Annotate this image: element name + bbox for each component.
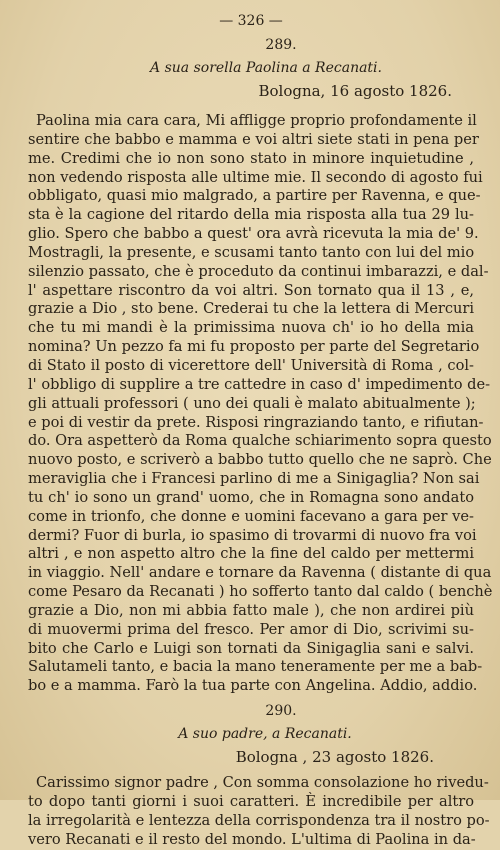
text-line: gli attuali professori ( uno dei quali è malato abitualmente ); [28, 394, 476, 412]
text-line: nomina? Un pezzo fa mi fu proposto per parte del Segretario [28, 338, 480, 356]
text-line: Paolina mia cara cara, Mi affligge proprio profondamente il [36, 112, 477, 129]
text-line: bo e a mamma. Farò la tua parte con Angelina. Addio, addio. [28, 677, 478, 695]
letter-number: 290. [265, 703, 297, 720]
text-line: glio. Spero che babbo a quest' ora avrà ricevuta la mia de' 9. [28, 225, 479, 243]
text-line: la irregolarità e lentezza della corrispondenza tra il nostro po- [28, 811, 490, 829]
text-line: grazie a Dio, non mi abbia fatto male ), che non ardirei più [28, 601, 474, 619]
text-line: obbligato, quasi mio malgrado, a partire per Ravenna, e que- [28, 187, 481, 205]
text-line: grazie a Dio , sto bene. Crederai tu che la lettera di Mercuri [28, 300, 475, 318]
text-line: tu ch' io sono un grand' uomo, che in Romagna sono andato [28, 488, 474, 506]
text-line: sta è la cagione del ritardo della mia risposta alla tua 29 lu- [28, 206, 474, 224]
text-line: Mostragli, la presente, e scusami tanto tanto con lui del mio [28, 243, 475, 261]
letter-dateline: Bologna , 23 agosto 1826. [235, 748, 434, 767]
letter-title: A suo padre, a Recanati. [178, 726, 352, 743]
text-line: l' aspettare riscontro da voi altri. Son tornato qua il 13 , e, [28, 281, 474, 299]
letter-number: 289. [265, 37, 297, 53]
text-line: meraviglia che i Francesi parlino di me a Sinigaglia? Non sai [28, 470, 480, 488]
letter-title: A sua sorella Paolina a Recanati. [150, 60, 382, 76]
text-line: sentire che babbo e mamma e voi altri siete stati in pena per [28, 130, 479, 148]
text-line: come in trionfo, che donne e uomini facevano a gara per ve- [28, 507, 474, 525]
text-line: bito che Carlo e Luigi son tornati da Sinigaglia sani e salvi. [28, 639, 474, 657]
text-line: do. Ora aspetterò da Roma qualche schiarimento sopra questo [28, 432, 492, 450]
page-number: — 326 — [219, 13, 283, 29]
letter-290 [28, 702, 490, 849]
text-line: l' obbligo di supplire a tre cattedre in caso d' impedimento de- [28, 375, 491, 393]
text-line: che tu mi mandi è la primissima nuova ch' io ho della mia [28, 319, 474, 337]
text-line: come Pesaro da Recanati ) ho sofferto tanto dal caldo ( benchè [28, 583, 493, 601]
text-line: di muovermi prima del fresco. Per amor di Dio, scrivimi su- [28, 620, 474, 638]
text-line: Carissimo signor padre , Con somma consolazione ho rivedu- [36, 774, 489, 792]
letter-body [28, 112, 493, 696]
text-line: e poi di vestir da prete. Risposi ringraziando tanto, e rifiutan- [28, 413, 484, 431]
text-line: Salutameli tanto, e bacia la mano teneramente per me a bab- [28, 658, 483, 676]
letter-dateline: Bologna, 16 agosto 1826. [258, 82, 452, 100]
text-line: altri , e non aspetto altro che la fine del caldo per mettermi [28, 545, 474, 563]
text-line: silenzio passato, che è proceduto da continui imbarazzi, e dal- [28, 262, 489, 280]
text-line: vero Recanati e il resto del mondo. L'ultima di Paolina in da- [28, 830, 476, 848]
text-line: in viaggio. Nell' andare e tornare da Ravenna ( distante di qua [28, 564, 492, 582]
text-line: nuovo posto, e scriverò a babbo tutto quello che ne saprò. Che [28, 451, 492, 469]
letter-289 [28, 36, 493, 696]
text-line: non vedendo risposta alle ultime mie. Il secondo di agosto fui [28, 168, 483, 186]
text-line: me. Credimi che io non sono stato in minore inquietudine , [28, 149, 474, 167]
text-line: to dopo tanti giorni i suoi caratteri. È incredibile per altro [28, 793, 474, 810]
text-line: dermi? Fuor di burla, io spasimo di trovarmi di nuovo fra voi [28, 526, 477, 544]
text-line: di Stato il posto di vicerettore dell' Università di Roma , col- [28, 356, 474, 374]
letter-body [28, 774, 490, 849]
